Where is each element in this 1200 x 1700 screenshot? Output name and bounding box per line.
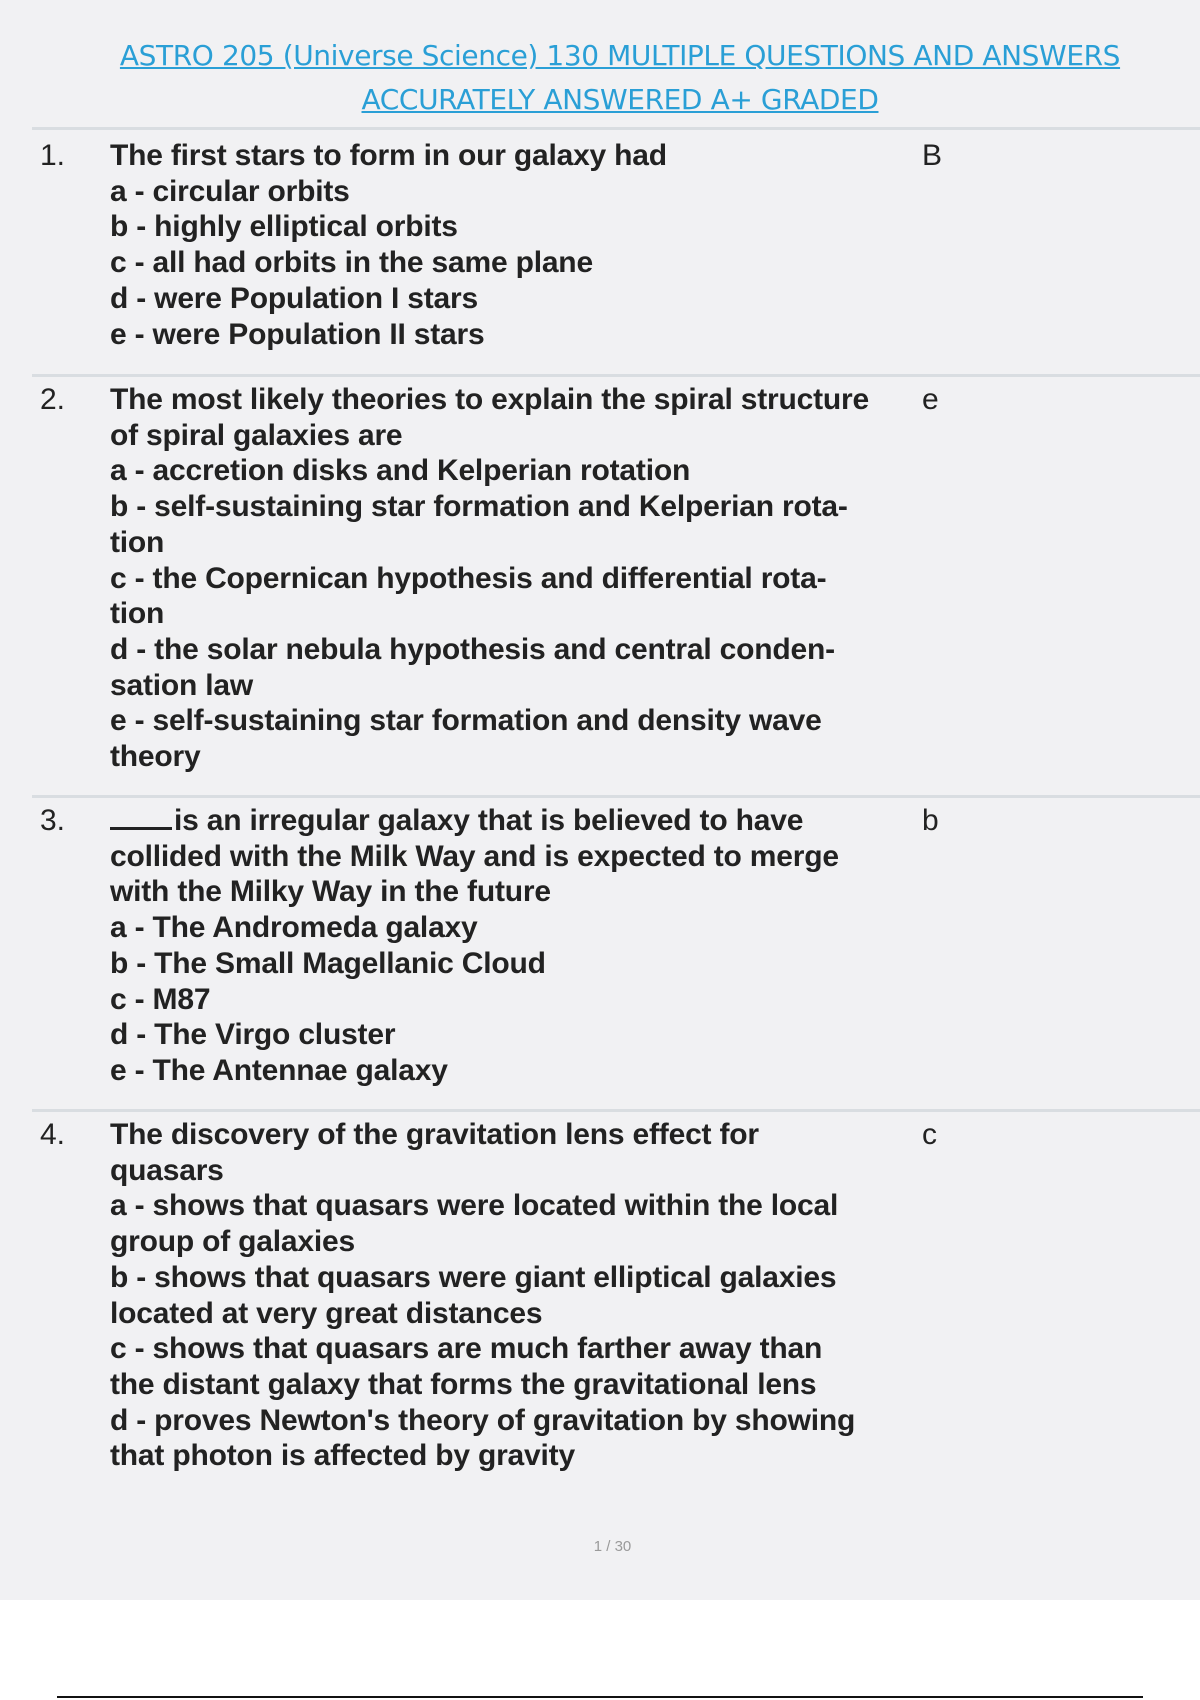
document-title <box>60 34 1180 122</box>
question-4-option-a-cont: group of galaxies <box>110 1225 355 1259</box>
question-1-option-b: b - highly elliptical orbits <box>110 210 458 244</box>
question-4-text <box>110 1117 920 1474</box>
question-2-stem: The most likely theories to explain the spiral structure <box>110 383 870 416</box>
separator <box>32 1109 1200 1112</box>
question-3-option-a: a - The Andromeda galaxy <box>110 911 478 945</box>
question-3-option-b: b - The Small Magellanic Cloud <box>110 946 546 980</box>
question-3-number: 3. <box>40 804 66 837</box>
question-2-option-c: c - the Copernican hypothesis and differential rota- <box>110 561 827 595</box>
question-4-answer: c <box>922 1118 937 1151</box>
question-2-option-b-cont: tion <box>110 525 165 559</box>
question-4-option-c-cont: the distant galaxy that forms the gravitational lens <box>110 1367 817 1401</box>
page-bottom-rule <box>57 1696 1143 1698</box>
separator <box>32 795 1200 798</box>
question-4-option-b-cont: located at very great distances <box>110 1296 543 1330</box>
question-4-number: 4. <box>40 1118 66 1151</box>
question-2-number: 2. <box>40 383 66 416</box>
question-1-text <box>110 138 920 352</box>
question-2-option-d-cont: sation law <box>110 668 254 702</box>
question-3-stem-text: is an irregular galaxy that is believed to have <box>174 804 804 837</box>
question-3-option-e: e - The Antennae galaxy <box>110 1053 448 1087</box>
question-1-answer: B <box>922 139 943 172</box>
separator <box>32 374 1200 377</box>
question-3-answer: b <box>922 804 939 837</box>
question-3-stem <box>110 803 920 839</box>
question-2-option-a: a - accretion disks and Kelperian rotation <box>110 454 691 488</box>
question-2-text <box>110 382 920 775</box>
question-2-option-b: b - self-sustaining star formation and Kelperian rota- <box>110 490 848 524</box>
question-3-option-c: c - M87 <box>110 982 211 1016</box>
question-1-option-c: c - all had orbits in the same plane <box>110 246 593 280</box>
separator <box>32 127 1200 130</box>
question-4-stem: The discovery of the gravitation lens effect for <box>110 1118 759 1151</box>
question-4-stem-cont: quasars <box>110 1153 224 1187</box>
question-1-stem: The first stars to form in our galaxy had <box>110 139 667 172</box>
question-2-option-d: d - the solar nebula hypothesis and central conden- <box>110 632 835 666</box>
page-number: 1 / 30 <box>593 1538 632 1555</box>
question-2-option-e: e - self-sustaining star formation and density wave <box>110 704 822 738</box>
question-4-option-d: d - proves Newton's theory of gravitation by showing <box>110 1403 856 1437</box>
question-1-option-a: a - circular orbits <box>110 174 350 208</box>
question-3-stem-cont-2: with the Milky Way in the future <box>110 875 551 909</box>
question-2-option-c-cont: tion <box>110 597 165 631</box>
title-line-1: ASTRO 205 (Universe Science) 130 MULTIPLE QUESTIONS AND ANSWERS <box>119 39 1121 72</box>
question-3-stem-cont: collided with the Milk Way and is expected to merge <box>110 839 839 873</box>
question-1-option-d: d - were Population I stars <box>110 281 479 315</box>
fill-in-blank <box>110 827 172 830</box>
title-line-2: ACCURATELY ANSWERED A+ GRADED <box>361 83 879 116</box>
question-2-stem-cont: of spiral galaxies are <box>110 418 403 452</box>
question-4-option-a: a - shows that quasars were located within the local <box>110 1189 839 1223</box>
question-2-answer: e <box>922 383 939 416</box>
question-1-option-e: e - were Population II stars <box>110 317 485 351</box>
question-3-option-d: d - The Virgo cluster <box>110 1018 396 1052</box>
question-2-option-e-cont: theory <box>110 740 201 774</box>
question-4-option-c: c - shows that quasars are much farther away than <box>110 1332 823 1366</box>
question-4-option-b: b - shows that quasars were giant elliptical galaxies <box>110 1260 837 1294</box>
question-3-text <box>110 803 920 1089</box>
question-4-option-d-cont: that photon is affected by gravity <box>110 1439 575 1473</box>
question-1-number: 1. <box>40 139 66 172</box>
